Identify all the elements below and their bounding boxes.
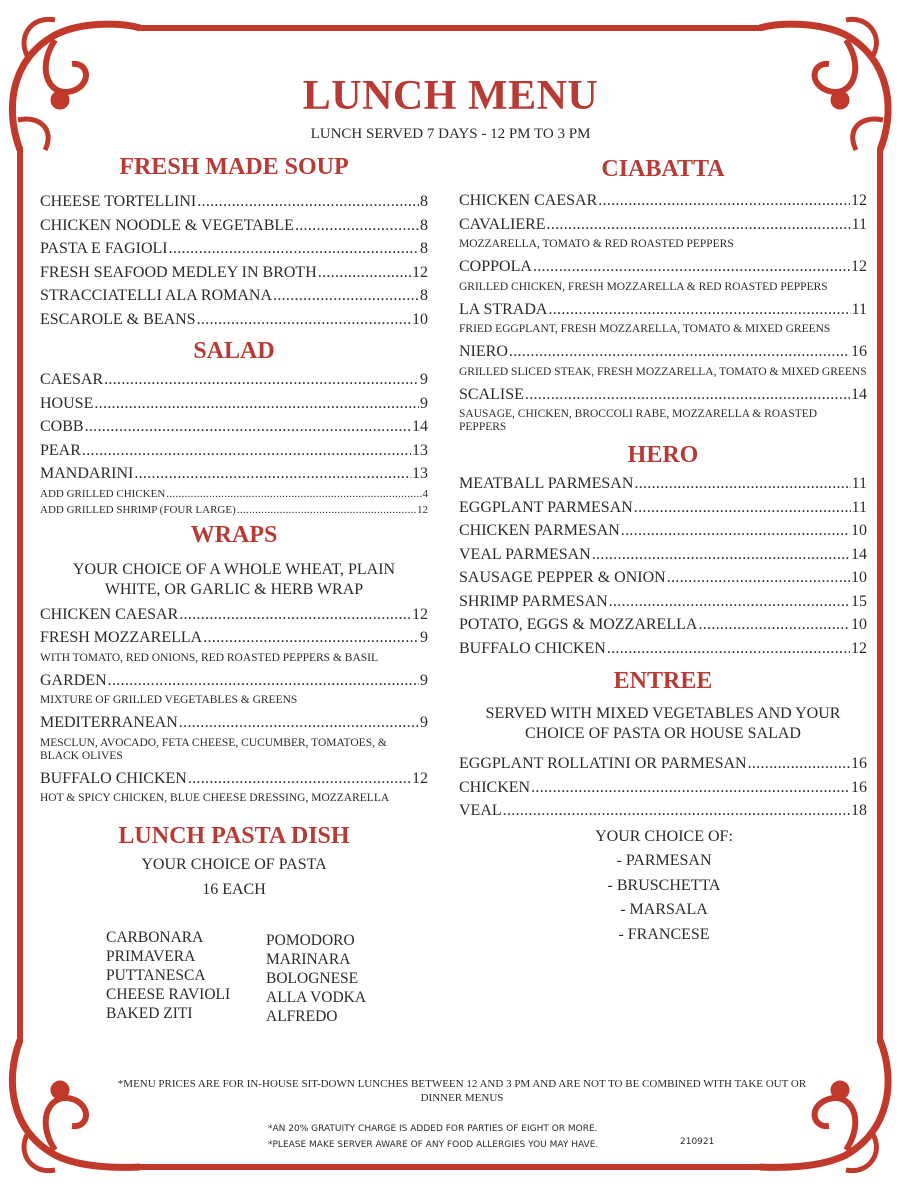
menu-item: BUFFALO CHICKEN ..... 12	[40, 767, 428, 791]
menu-item: EGGPLANT ROLLATINI OR PARMESAN ..... 16	[459, 752, 867, 776]
footer-note: *MENU PRICES ARE FOR IN-HOUSE SIT-DOWN LUNCHES BETWEEN 12 AND 3 PM AND ARE NOT TO BE COMBINED WITH TAKE OUT OR DINNER MENUS	[117, 1078, 807, 1104]
pasta-option: MARINARA	[266, 951, 351, 968]
menu-item: CHEESE TORTELLINI ..... 8	[40, 190, 428, 214]
pasta-option: BOLOGNESE	[266, 970, 359, 987]
menu-item: PEAR ..... 13	[40, 439, 428, 463]
choice-option: - FRANCESE	[618, 925, 710, 943]
choice-option: - PARMESAN	[616, 852, 712, 869]
menu-item: FRESH MOZZARELLA ..... 9	[40, 626, 428, 650]
item-description: MOZZARELLA, TOMATO & RED ROASTED PEPPERS	[459, 238, 734, 250]
pasta-option: ALLA VODKA	[266, 989, 367, 1006]
menu-item: NIERO ..... 16	[459, 340, 867, 364]
item-description: GRILLED SLICED STEAK, FRESH MOZZARELLA, TOMATO & MIXED GREENS	[459, 365, 867, 378]
wraps-note: YOUR CHOICE OF A WHOLE WHEAT, PLAIN WHITE, OR GARLIC & HERB WRAP	[72, 560, 396, 598]
menu-item: HOUSE ..... 9	[40, 392, 428, 416]
wraps-list	[40, 603, 428, 806]
menu-item: SHRIMP PARMESAN ..... 15	[459, 590, 867, 614]
menu-item: POTATO, EGGS & MOZZARELLA ..... 10	[459, 613, 867, 637]
menu-item: ESCAROLE & BEANS ..... 10	[40, 308, 428, 332]
menu-item: STRACCIATELLI ALA ROMANA ..... 8	[40, 284, 428, 308]
menu-item: MANDARINI ..... 13	[40, 462, 428, 486]
choice-option: - BRUSCHETTA	[607, 876, 721, 894]
item-description: MESCLUN, AVOCADO, FETA CHEESE, CUCUMBER, TOMATOES, & BLACK OLIVES	[40, 736, 387, 762]
page-title: LUNCH MENU	[302, 73, 599, 119]
right-column	[459, 152, 867, 947]
menu-item: CHICKEN CAESAR ..... 12	[459, 189, 867, 213]
page-subtitle: LUNCH SERVED 7 DAYS - 12 PM TO 3 PM	[310, 126, 591, 142]
menu-item: LA STRADA ..... 11	[459, 298, 867, 322]
pasta-price: 16 EACH	[202, 880, 266, 898]
pasta-options-col1	[106, 928, 230, 1023]
choice-option: - MARSALA	[620, 901, 708, 918]
soup-list	[40, 190, 428, 331]
soup-heading: FRESH MADE SOUP	[119, 154, 349, 180]
entree-note: SERVED WITH MIXED VEGETABLES AND YOUR CHOICE OF PASTA OR HOUSE SALAD	[485, 705, 841, 742]
hero-list	[459, 472, 867, 660]
menu-item: CHICKEN CAESAR ..... 12	[40, 603, 428, 627]
menu-item: COBB ..... 14	[40, 415, 428, 439]
menu-item: PASTA E FAGIOLI ..... 8	[40, 237, 428, 261]
pasta-option: ALFREDO	[266, 1008, 338, 1025]
menu-item: CAESAR ..... 9	[40, 368, 428, 392]
pasta-option: PRIMAVERA	[106, 948, 196, 965]
menu-item: FRESH SEAFOOD MEDLEY IN BROTH ..... 12	[40, 261, 428, 285]
pasta-option: BAKED ZITI	[106, 1005, 193, 1022]
ciabatta-list	[459, 189, 867, 434]
salad-heading: SALAD	[193, 338, 275, 364]
hero-heading: HERO	[627, 442, 699, 468]
menu-addon: ADD GRILLED SHRIMP (FOUR LARGE) ..... 12	[40, 502, 428, 518]
menu-item: GARDEN ..... 9	[40, 669, 428, 693]
left-column	[40, 150, 428, 902]
item-description: SAUSAGE, CHICKEN, BROCCOLI RABE, MOZZARELLA & ROASTED PEPPERS	[459, 408, 818, 433]
entree-heading: ENTREE	[613, 668, 713, 694]
salad-list	[40, 368, 428, 518]
entree-choices	[559, 825, 769, 948]
allergy-note: *PLEASE MAKE SERVER AWARE OF ANY FOOD ALLERGIES YOU MAY HAVE.	[268, 1140, 599, 1150]
item-description: MIXTURE OF GRILLED VEGETABLES & GREENS	[40, 694, 298, 706]
pasta-option: PUTTANESCA	[106, 967, 206, 984]
menu-item: EGGPLANT PARMESAN ..... 11	[459, 496, 867, 520]
item-description: WITH TOMATO, RED ONIONS, RED ROASTED PEPPERS & BASIL	[40, 651, 379, 664]
pasta-heading: LUNCH PASTA DISH	[118, 823, 350, 849]
menu-item: SCALISE ..... 14	[459, 383, 867, 407]
menu-addon: ADD GRILLED CHICKEN ..... 4	[40, 486, 428, 502]
pasta-option: POMODORO	[266, 932, 355, 949]
menu-item: COPPOLA ..... 12	[459, 255, 867, 279]
menu-item: MEATBALL PARMESAN ..... 11	[459, 472, 867, 496]
menu-item: CHICKEN PARMESAN ..... 10	[459, 519, 867, 543]
menu-item: MEDITERRANEAN ..... 9	[40, 711, 428, 735]
menu-code: 210921	[680, 1137, 715, 1147]
menu-item: VEAL ..... 18	[459, 799, 867, 823]
menu-item: BUFFALO CHICKEN ..... 12	[459, 637, 867, 661]
menu-item: VEAL PARMESAN ..... 14	[459, 543, 867, 567]
item-description: GRILLED CHICKEN, FRESH MOZZARELLA & RED ROASTED PEPPERS	[459, 280, 828, 293]
footer-notes	[268, 1121, 598, 1153]
entree-list	[459, 752, 867, 823]
pasta-option: CHEESE RAVIOLI	[106, 986, 231, 1003]
menu-item: CHICKEN ..... 16	[459, 776, 867, 800]
pasta-line: YOUR CHOICE OF PASTA	[141, 856, 327, 873]
menu-item: SAUSAGE PEPPER & ONION ..... 10	[459, 566, 867, 590]
ciabatta-heading: CIABATTA	[601, 156, 725, 182]
pasta-option: CARBONARA	[106, 929, 204, 946]
pasta-options-col2	[266, 931, 366, 1026]
wraps-heading: WRAPS	[190, 521, 278, 548]
menu-item: CHICKEN NOODLE & VEGETABLE ..... 8	[40, 214, 428, 238]
gratuity-note: *AN 20% GRATUITY CHARGE IS ADDED FOR PARTIES OF EIGHT OR MORE.	[268, 1124, 598, 1134]
item-description: FRIED EGGPLANT, FRESH MOZZARELLA, TOMATO & MIXED GREENS	[459, 323, 831, 335]
menu-item: CAVALIERE ..... 11	[459, 213, 867, 237]
item-description: HOT & SPICY CHICKEN, BLUE CHEESE DRESSING, MOZZARELLA	[40, 792, 390, 804]
choice-label: YOUR CHOICE OF:	[595, 827, 733, 845]
